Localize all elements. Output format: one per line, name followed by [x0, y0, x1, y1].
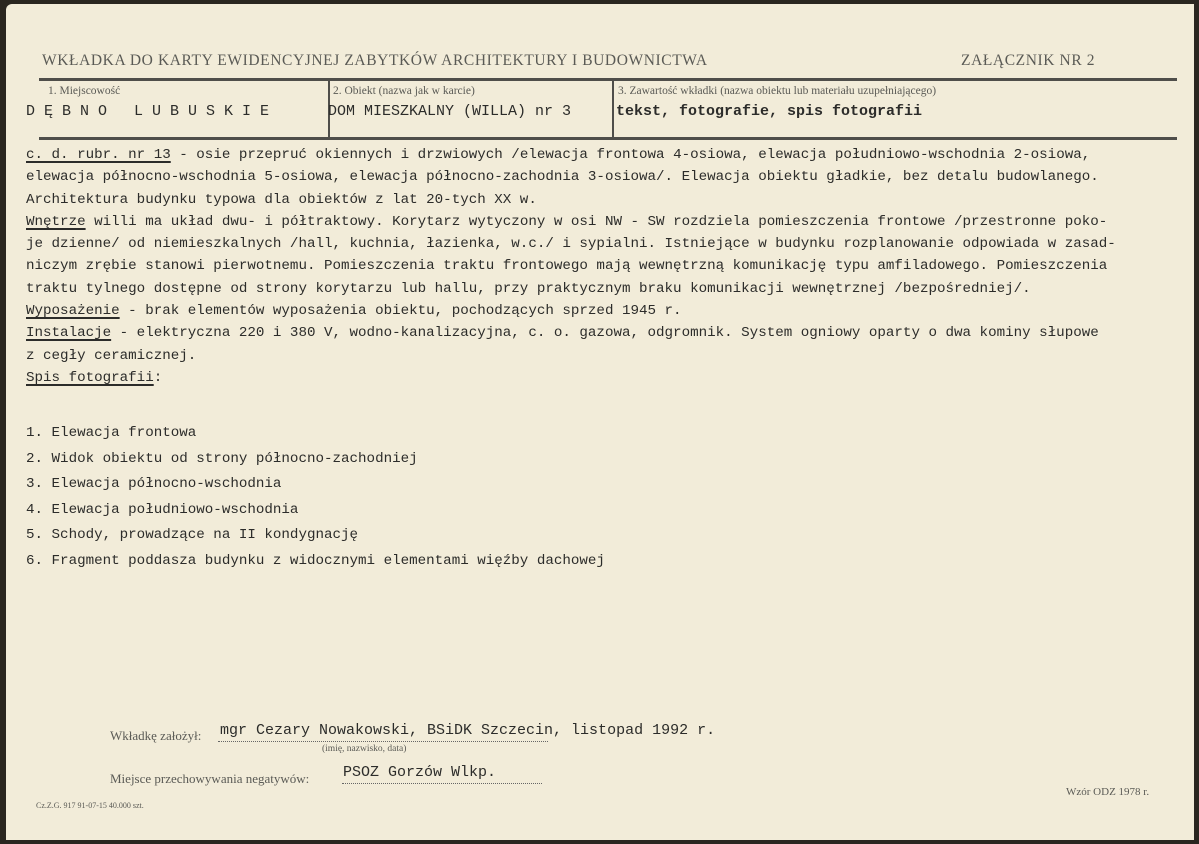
text-line: - osie przepruć okiennych i drzwiowych /elewacja frontowa 4-osiowa, elewacja południowo-wschodnia 2-osiowa, — [170, 147, 1091, 163]
colon: : — [153, 369, 163, 386]
author-value: mgr Cezary Nowakowski, BSiDK Szczecin, listopad 1992 r. — [220, 722, 716, 739]
negatives-value: PSOZ Gorzów Wlkp. — [343, 764, 497, 781]
print-info: Cz.Z.G. 917 91-07-15 40.000 szt. — [36, 801, 144, 810]
photo-item: 4. Elewacja południowo-wschodnia — [26, 501, 299, 518]
section-heading-photos: Spis fotografii — [26, 369, 154, 386]
top-rule — [39, 78, 1177, 81]
text-line: elewacja północno-wschodnia 5-osiowa, elewacja północno-zachodnia 3-osiowa/. Elewacja obiektu gładkie, bez detalu budowlanego. — [26, 169, 1099, 186]
photo-list — [26, 421, 605, 574]
author-hint: (imię, nazwisko, data) — [322, 744, 407, 754]
section-heading-installations: Instalacje — [26, 325, 112, 342]
document-title: WKŁADKA DO KARTY EWIDENCYJNEJ ZABYTKÓW ARCHITEKTURY I BUDOWNICTWA — [42, 52, 708, 69]
text-line: Architektura budynku typowa dla obiektów z lat 20-tych XX w. — [26, 191, 537, 208]
section-ref: c. d. rubr. nr 13 — [26, 147, 171, 163]
text-line: traktu tylnego dostępne od strony korytarzu lub hallu, przy praktycznym braku komunikacji wewnętrznej /bezpośredniej/. — [26, 280, 1031, 297]
negatives-label: Miejsce przechowywania negatywów: — [110, 771, 310, 786]
text-line: niczym zrębie stanowi pierwotnemu. Pomieszczenia traktu frontowego mają wewnętrzną komunikację typu amfiladowego. Pomieszczenia — [26, 258, 1108, 275]
description-text — [26, 144, 1176, 389]
field-label-contents: 3. Zawartość wkładki (nazwa obiektu lub materiału uzupełniającego) — [618, 85, 937, 97]
document-card — [6, 4, 1194, 840]
photo-item: 3. Elewacja północno-wschodnia — [26, 476, 282, 492]
text-line: je dzienne/ od niemieszkalnych /hall, kuchnia, łazienka, w.c./ i sypialni. Istniejące w budynku rozplanowanie odpowiada w zasad- — [26, 236, 1116, 253]
section-heading-interior: Wnętrze — [26, 213, 86, 230]
bottom-rule — [39, 137, 1177, 140]
negatives-dotted-line — [342, 783, 542, 784]
field-label-locality: 1. Miejscowość — [48, 85, 121, 97]
section-heading-furnishing: Wyposażenie — [26, 303, 120, 320]
text-line: - brak elementów wyposażenia obiektu, pochodzących sprzed 1945 r. — [119, 303, 682, 320]
photo-item: 2. Widok obiektu od strony północno-zachodniej — [26, 450, 418, 467]
photo-item: 1. Elewacja frontowa — [26, 425, 197, 441]
photo-item: 5. Schody, prowadzące na II kondygnację — [26, 527, 359, 543]
field-value-object: DOM MIESZKALNY (WILLA) nr 3 — [328, 103, 572, 120]
field-value-contents: tekst, fotografie, spis fotografii — [616, 103, 923, 120]
annex-number: ZAŁĄCZNIK NR 2 — [961, 52, 1096, 69]
field-label-object: 2. Obiekt (nazwa jak w karcie) — [333, 85, 475, 97]
author-dotted-line — [218, 741, 548, 742]
text-line: willi ma układ dwu- i półtraktowy. Korytarz wytyczony w osi NW - SW rozdziela pomieszczenia frontowe /przestronne poko- — [85, 213, 1108, 230]
field-value-locality: D Ę B N O L U B U S K I E — [26, 103, 270, 120]
author-label: Wkładkę założył: — [110, 728, 202, 743]
template-info: Wzór ODZ 1978 r. — [1066, 786, 1150, 798]
column-divider-2 — [612, 81, 614, 137]
text-line: z cegły ceramicznej. — [26, 347, 197, 364]
photo-item: 6. Fragment poddasza budynku z widocznymi elementami więźby dachowej — [26, 552, 605, 569]
text-line: - elektryczna 220 i 380 V, wodno-kanalizacyjna, c. o. gazowa, odgromnik. System ogniowy oparty o dwa kominy słupowe — [111, 325, 1099, 342]
